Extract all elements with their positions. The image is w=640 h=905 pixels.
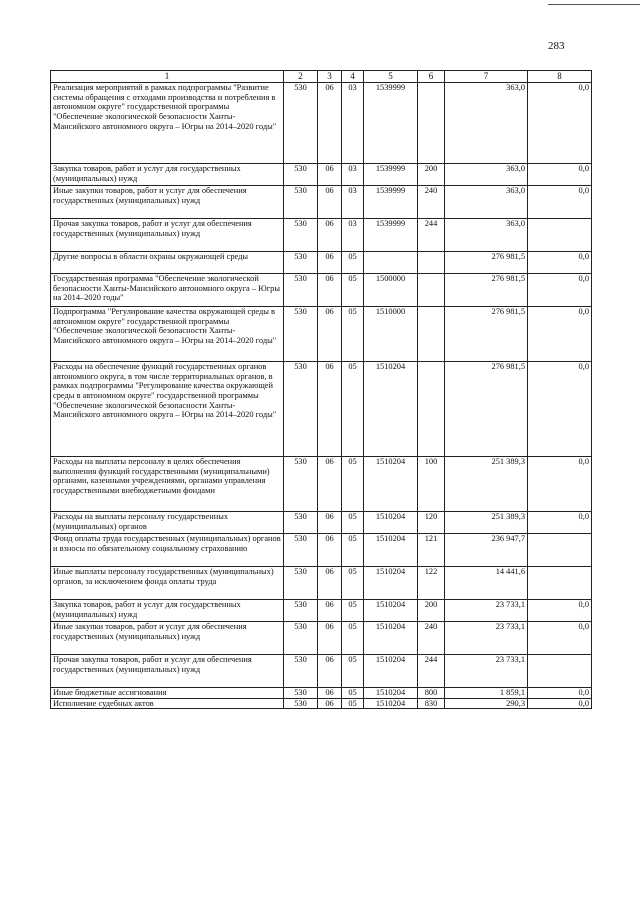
amount-cell: 236 947,7 <box>445 534 528 567</box>
amount-2-cell: 0,0 <box>528 186 592 219</box>
expense-name-cell: Прочая закупка товаров, работ и услуг для обеспечения государственных (муниципальных) нужд <box>51 655 284 688</box>
table-row <box>51 688 592 699</box>
table-row <box>51 600 592 622</box>
target-article-cell: 1510204 <box>364 622 418 655</box>
ministry-code-cell: 530 <box>284 219 318 252</box>
amount-2-cell: 0,0 <box>528 307 592 362</box>
amount-2-cell: 0,0 <box>528 698 592 709</box>
expense-name-cell: Закупка товаров, работ и услуг для государственных (муниципальных) нужд <box>51 600 284 622</box>
subsection-code-cell: 05 <box>342 274 364 307</box>
amount-cell: 276 981,5 <box>445 362 528 457</box>
table-row <box>51 274 592 307</box>
ministry-code-cell: 530 <box>284 534 318 567</box>
amount-cell: 290,3 <box>445 698 528 709</box>
ministry-code-cell: 530 <box>284 362 318 457</box>
expense-name-cell: Подпрограмма "Регулирование качества окружающей среды в автономном округе" государственной программы "Обеспечение экологической безопасности Ханты-Мансийского автономного округа – Югры на 2014–2020 годы" <box>51 307 284 362</box>
header-cell: 6 <box>418 71 445 83</box>
section-code-cell: 06 <box>318 698 342 709</box>
target-article-cell: 1510204 <box>364 567 418 600</box>
table-row <box>51 567 592 600</box>
section-code-cell: 06 <box>318 252 342 274</box>
section-code-cell: 06 <box>318 274 342 307</box>
header-cell: 4 <box>342 71 364 83</box>
expense-type-cell: 121 <box>418 534 445 567</box>
subsection-code-cell: 05 <box>342 698 364 709</box>
subsection-code-cell: 05 <box>342 600 364 622</box>
amount-2-cell: 0,0 <box>528 83 592 164</box>
amount-2-cell <box>528 567 592 600</box>
table-row <box>51 83 592 164</box>
section-code-cell: 06 <box>318 83 342 164</box>
table-row <box>51 698 592 709</box>
table-row <box>51 164 592 186</box>
expense-type-cell: 240 <box>418 186 445 219</box>
amount-cell: 23 733,1 <box>445 622 528 655</box>
amount-2-cell <box>528 219 592 252</box>
expense-type-cell <box>418 274 445 307</box>
expense-type-cell: 200 <box>418 600 445 622</box>
ministry-code-cell: 530 <box>284 83 318 164</box>
header-cell: 5 <box>364 71 418 83</box>
expense-name-cell: Другие вопросы в области охраны окружающей среды <box>51 252 284 274</box>
expense-type-cell <box>418 83 445 164</box>
ministry-code-cell: 530 <box>284 655 318 688</box>
amount-cell: 251 389,3 <box>445 512 528 534</box>
expense-name-cell: Расходы на выплаты персоналу в целях обеспечения выполнения функций государственными (муниципальными) органами, казенными учреждениями, органами управления государственными внебюджетными фондами <box>51 457 284 512</box>
table-row <box>51 307 592 362</box>
amount-2-cell <box>528 534 592 567</box>
amount-cell: 363,0 <box>445 164 528 186</box>
subsection-code-cell: 03 <box>342 186 364 219</box>
table-row <box>51 622 592 655</box>
target-article-cell: 1539999 <box>364 83 418 164</box>
target-article-cell: 1510000 <box>364 307 418 362</box>
table-row <box>51 512 592 534</box>
expense-type-cell <box>418 307 445 362</box>
amount-2-cell: 0,0 <box>528 362 592 457</box>
amount-2-cell: 0,0 <box>528 688 592 699</box>
amount-cell: 14 441,6 <box>445 567 528 600</box>
amount-cell: 276 981,5 <box>445 307 528 362</box>
ministry-code-cell: 530 <box>284 457 318 512</box>
section-code-cell: 06 <box>318 457 342 512</box>
target-article-cell: 1539999 <box>364 186 418 219</box>
expense-type-cell: 830 <box>418 698 445 709</box>
header-cell: 8 <box>528 71 592 83</box>
header-cell: 2 <box>284 71 318 83</box>
target-article-cell: 1510204 <box>364 457 418 512</box>
expense-type-cell: 800 <box>418 688 445 699</box>
amount-2-cell: 0,0 <box>528 252 592 274</box>
section-code-cell: 06 <box>318 512 342 534</box>
target-article-cell <box>364 252 418 274</box>
table-header-row <box>51 71 592 83</box>
expense-name-cell: Иные бюджетные ассигнования <box>51 688 284 699</box>
ministry-code-cell: 530 <box>284 512 318 534</box>
subsection-code-cell: 05 <box>342 622 364 655</box>
expense-type-cell: 200 <box>418 164 445 186</box>
target-article-cell: 1510204 <box>364 688 418 699</box>
ministry-code-cell: 530 <box>284 307 318 362</box>
expense-type-cell: 100 <box>418 457 445 512</box>
target-article-cell: 1510204 <box>364 698 418 709</box>
expense-name-cell: Исполнение судебных актов <box>51 698 284 709</box>
section-code-cell: 06 <box>318 307 342 362</box>
expense-name-cell: Иные выплаты персоналу государственных (муниципальных) органов, за исключением фонда оплаты труда <box>51 567 284 600</box>
amount-cell: 23 733,1 <box>445 600 528 622</box>
amount-cell: 276 981,5 <box>445 252 528 274</box>
subsection-code-cell: 03 <box>342 164 364 186</box>
target-article-cell: 1510204 <box>364 362 418 457</box>
amount-cell: 276 981,5 <box>445 274 528 307</box>
subsection-code-cell: 05 <box>342 567 364 600</box>
ministry-code-cell: 530 <box>284 567 318 600</box>
amount-cell: 251 389,3 <box>445 457 528 512</box>
amount-cell: 363,0 <box>445 219 528 252</box>
amount-cell: 23 733,1 <box>445 655 528 688</box>
expense-name-cell: Иные закупки товаров, работ и услуг для обеспечения государственных (муниципальных) нужд <box>51 186 284 219</box>
table-row <box>51 655 592 688</box>
target-article-cell: 1510204 <box>364 655 418 688</box>
page-top-rule <box>548 4 640 5</box>
table-row <box>51 252 592 274</box>
expense-type-cell <box>418 252 445 274</box>
header-cell: 7 <box>445 71 528 83</box>
subsection-code-cell: 05 <box>342 688 364 699</box>
expense-name-cell: Реализация мероприятий в рамках подпрограммы "Развитие системы обращения с отходами производства и потребления в автономном округе" государственной программы "Обеспечение экологической безопасности Ханты-Мансийского автономного округа – Югры на 2014–2020 годы" <box>51 83 284 164</box>
subsection-code-cell: 05 <box>342 512 364 534</box>
section-code-cell: 06 <box>318 688 342 699</box>
section-code-cell: 06 <box>318 164 342 186</box>
amount-2-cell: 0,0 <box>528 600 592 622</box>
amount-2-cell: 0,0 <box>528 622 592 655</box>
table-row <box>51 219 592 252</box>
ministry-code-cell: 530 <box>284 164 318 186</box>
amount-cell: 1 859,1 <box>445 688 528 699</box>
subsection-code-cell: 03 <box>342 219 364 252</box>
expense-name-cell: Государственная программа "Обеспечение экологической безопасности Ханты-Мансийского автономного округа – Югры на 2014–2020 годы" <box>51 274 284 307</box>
amount-2-cell <box>528 655 592 688</box>
section-code-cell: 06 <box>318 600 342 622</box>
target-article-cell: 1510204 <box>364 600 418 622</box>
subsection-code-cell: 05 <box>342 534 364 567</box>
expense-name-cell: Иные закупки товаров, работ и услуг для обеспечения государственных (муниципальных) нужд <box>51 622 284 655</box>
amount-2-cell: 0,0 <box>528 512 592 534</box>
header-cell: 3 <box>318 71 342 83</box>
expense-type-cell: 244 <box>418 219 445 252</box>
amount-2-cell: 0,0 <box>528 164 592 186</box>
expense-type-cell <box>418 362 445 457</box>
expense-type-cell: 240 <box>418 622 445 655</box>
expense-type-cell: 122 <box>418 567 445 600</box>
table-row <box>51 534 592 567</box>
section-code-cell: 06 <box>318 534 342 567</box>
section-code-cell: 06 <box>318 567 342 600</box>
ministry-code-cell: 530 <box>284 186 318 219</box>
section-code-cell: 06 <box>318 219 342 252</box>
amount-2-cell: 0,0 <box>528 457 592 512</box>
ministry-code-cell: 530 <box>284 600 318 622</box>
subsection-code-cell: 05 <box>342 252 364 274</box>
section-code-cell: 06 <box>318 186 342 219</box>
ministry-code-cell: 530 <box>284 274 318 307</box>
target-article-cell: 1539999 <box>364 219 418 252</box>
target-article-cell: 1510204 <box>364 512 418 534</box>
expense-name-cell: Фонд оплаты труда государственных (муниципальных) органов и взносы по обязательному социальному страхованию <box>51 534 284 567</box>
target-article-cell: 1510204 <box>364 534 418 567</box>
expense-name-cell: Расходы на обеспечение функций государственных органов автономного округа, в том числе территориальных органов, в рамках подпрограммы "Регулирование качества окружающей среды в автономном округе" государственной программы "Обеспечение экологической безопасности Ханты-Мансийского автономного округа – Югры на 2014–2020 годы" <box>51 362 284 457</box>
budget-table <box>50 70 592 709</box>
amount-cell: 363,0 <box>445 83 528 164</box>
amount-2-cell: 0,0 <box>528 274 592 307</box>
ministry-code-cell: 530 <box>284 688 318 699</box>
section-code-cell: 06 <box>318 362 342 457</box>
expense-name-cell: Прочая закупка товаров, работ и услуг для обеспечения государственных (муниципальных) нужд <box>51 219 284 252</box>
section-code-cell: 06 <box>318 622 342 655</box>
header-cell: 1 <box>51 71 284 83</box>
expense-type-cell: 120 <box>418 512 445 534</box>
table-row <box>51 457 592 512</box>
page-number: 283 <box>548 40 565 52</box>
subsection-code-cell: 05 <box>342 307 364 362</box>
target-article-cell: 1539999 <box>364 164 418 186</box>
expense-name-cell: Закупка товаров, работ и услуг для государственных (муниципальных) нужд <box>51 164 284 186</box>
ministry-code-cell: 530 <box>284 252 318 274</box>
subsection-code-cell: 05 <box>342 457 364 512</box>
expense-type-cell: 244 <box>418 655 445 688</box>
table-row <box>51 362 592 457</box>
amount-cell: 363,0 <box>445 186 528 219</box>
section-code-cell: 06 <box>318 655 342 688</box>
ministry-code-cell: 530 <box>284 698 318 709</box>
ministry-code-cell: 530 <box>284 622 318 655</box>
subsection-code-cell: 05 <box>342 655 364 688</box>
subsection-code-cell: 05 <box>342 362 364 457</box>
table-row <box>51 186 592 219</box>
expense-name-cell: Расходы на выплаты персоналу государственных (муниципальных) органов <box>51 512 284 534</box>
subsection-code-cell: 03 <box>342 83 364 164</box>
target-article-cell: 1500000 <box>364 274 418 307</box>
